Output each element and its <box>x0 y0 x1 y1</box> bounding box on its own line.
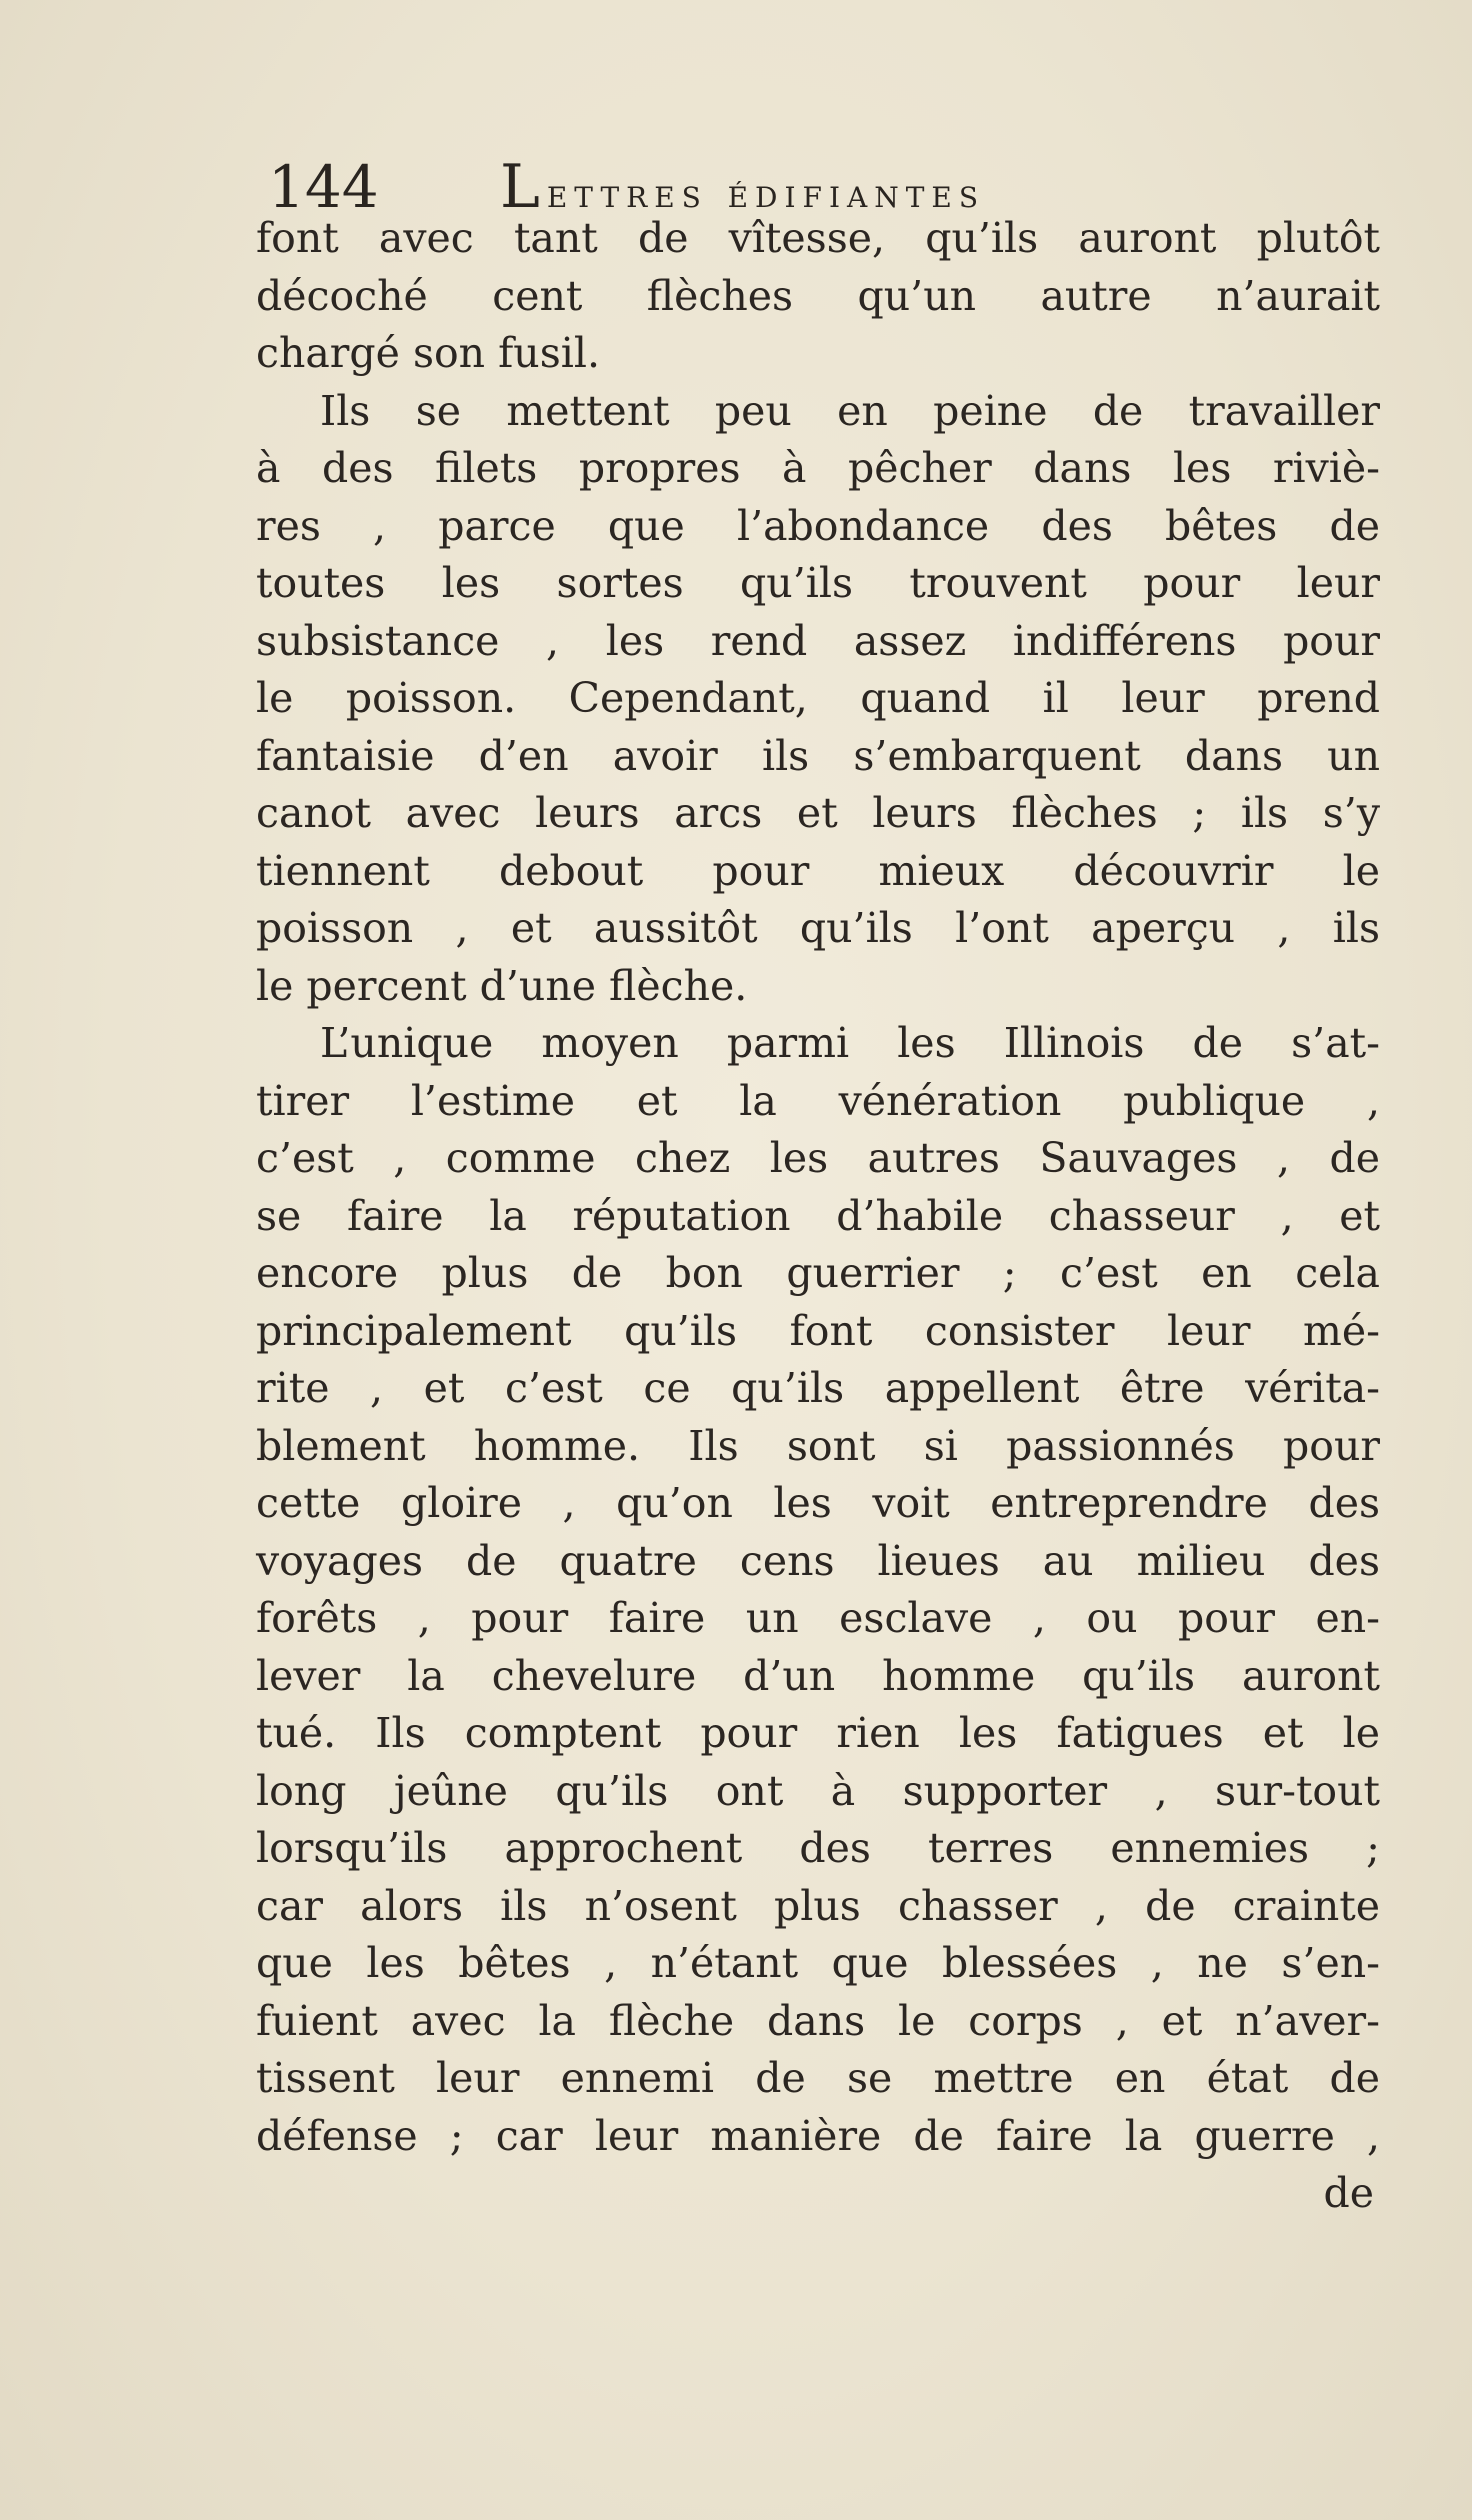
text-line: tué. Ils comptent pour rien les fatigues et le <box>256 1709 1380 1757</box>
body-text <box>256 210 1380 2223</box>
text-line: car alors ils n’osent plus chasser , de crainte <box>256 1881 1380 1930</box>
text-line: font avec tant de vîtesse, qu’ils auront plutôt <box>256 214 1380 262</box>
text-line: blement homme. Ils sont si passionnés pour <box>256 1421 1380 1470</box>
text-line: canot avec leurs arcs et leurs flèches ; ils s’y <box>256 789 1380 837</box>
text-line: principalement qu’ils font consister leur mé- <box>256 1306 1380 1355</box>
text-line: fuient avec la flèche dans le corps , et n’aver- <box>256 1996 1380 2045</box>
text-line: L’unique moyen parmi les Illinois de s’at- <box>320 1019 1380 1067</box>
catchword: de <box>1323 2169 1374 2217</box>
text-line: rite , et c’est ce qu’ils appellent être vérita- <box>256 1364 1380 1412</box>
page-number: 144 <box>268 153 379 221</box>
text-line: c’est , comme chez les autres Sauvages , de <box>256 1134 1380 1182</box>
running-title-initial: L <box>500 152 547 222</box>
text-line: chargé son fusil. <box>256 329 600 377</box>
text-line: voyages de quatre cens lieues au milieu des <box>256 1536 1380 1585</box>
text-line: défense ; car leur manière de faire la guerre , <box>256 2111 1380 2160</box>
text-line: cette gloire , qu’on les voit entreprendre des <box>256 1479 1380 1527</box>
text-line: toutes les sortes qu’ils trouvent pour leur <box>256 559 1380 607</box>
text-line: tissent leur ennemi de se mettre en état de <box>256 2054 1380 2102</box>
running-title-text: ettres édifiantes <box>546 171 986 217</box>
text-line: tirer l’estime et la vénération publique , <box>256 1076 1380 1125</box>
text-line: se faire la réputation d’habile chasseur , et <box>256 1191 1380 1240</box>
text-line: tiennent debout pour mieux découvrir le <box>256 846 1380 895</box>
text-line: lever la chevelure d’un homme qu’ils auront <box>256 1651 1380 1700</box>
text-line: forêts , pour faire un esclave , ou pour en- <box>256 1594 1380 1642</box>
text-line: décoché cent flèches qu’un autre n’aurait <box>256 271 1380 320</box>
text-line: subsistance , les rend assez indifférens pour <box>256 616 1380 665</box>
text-line: long jeûne qu’ils ont à supporter , sur-tout <box>256 1766 1380 1815</box>
text-line: res , parce que l’abondance des bêtes de <box>256 501 1380 550</box>
text-line: que les bêtes , n’étant que blessées , ne s’en- <box>256 1939 1380 1987</box>
text-line: lorsqu’ils approchent des terres ennemies ; <box>256 1824 1380 1872</box>
text-line: poisson , et aussitôt qu’ils l’ont aperçu , ils <box>256 904 1380 952</box>
text-line: encore plus de bon guerrier ; c’est en cela <box>256 1249 1380 1297</box>
text-line: fantaisie d’en avoir ils s’embarquent dans un <box>256 731 1380 780</box>
text-line: Ils se mettent peu en peine de travailler <box>320 386 1380 435</box>
text-line: le poisson. Cependant, quand il leur prend <box>256 674 1380 722</box>
text-line: le percent d’une flèche. <box>256 961 748 1010</box>
text-line: à des filets propres à pêcher dans les riviè- <box>256 444 1380 492</box>
